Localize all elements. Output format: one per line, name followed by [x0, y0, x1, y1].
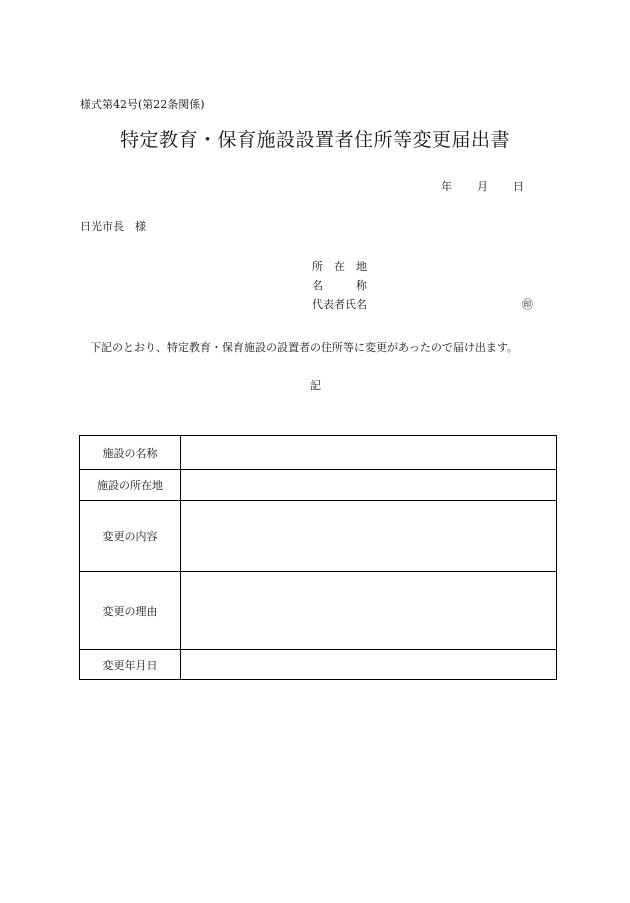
table-row	[80, 436, 557, 470]
ki-heading: 記	[310, 379, 321, 392]
date-day-label: 日	[513, 180, 524, 193]
table-row	[80, 470, 557, 501]
change-content-label: 変更の内容	[80, 501, 181, 572]
form-number: 様式第42号(第22条関係)	[80, 98, 205, 111]
seal-mark: ㊞	[522, 298, 533, 311]
details-table	[79, 435, 557, 680]
table-row	[80, 650, 557, 680]
table-row	[80, 501, 557, 572]
sender-representative-label: 代表者氏名	[312, 298, 367, 311]
notification-text: 下記のとおり、特定教育・保育施設の設置者の住所等に変更があったので届け出ます。	[90, 341, 519, 354]
document-title: 特定教育・保育施設設置者住所等変更届出書	[119, 129, 510, 151]
sender-address-label: 所 在 地	[312, 260, 367, 273]
facility-address-label: 施設の所在地	[80, 470, 181, 501]
table-row	[80, 572, 557, 650]
addressee: 日光市長 様	[80, 220, 146, 233]
change-date-label: 変更年月日	[80, 650, 181, 680]
facility-name-label: 施設の名称	[80, 436, 181, 470]
change-reason-label: 変更の理由	[80, 572, 181, 650]
date-month-label: 月	[477, 180, 488, 193]
date-year-label: 年	[441, 180, 452, 193]
change-content-field[interactable]	[181, 501, 557, 572]
facility-name-field[interactable]	[181, 436, 557, 470]
change-reason-field[interactable]	[181, 572, 557, 650]
change-date-field[interactable]	[181, 650, 557, 680]
sender-name-label: 名 称	[312, 279, 367, 292]
facility-address-field[interactable]	[181, 470, 557, 501]
